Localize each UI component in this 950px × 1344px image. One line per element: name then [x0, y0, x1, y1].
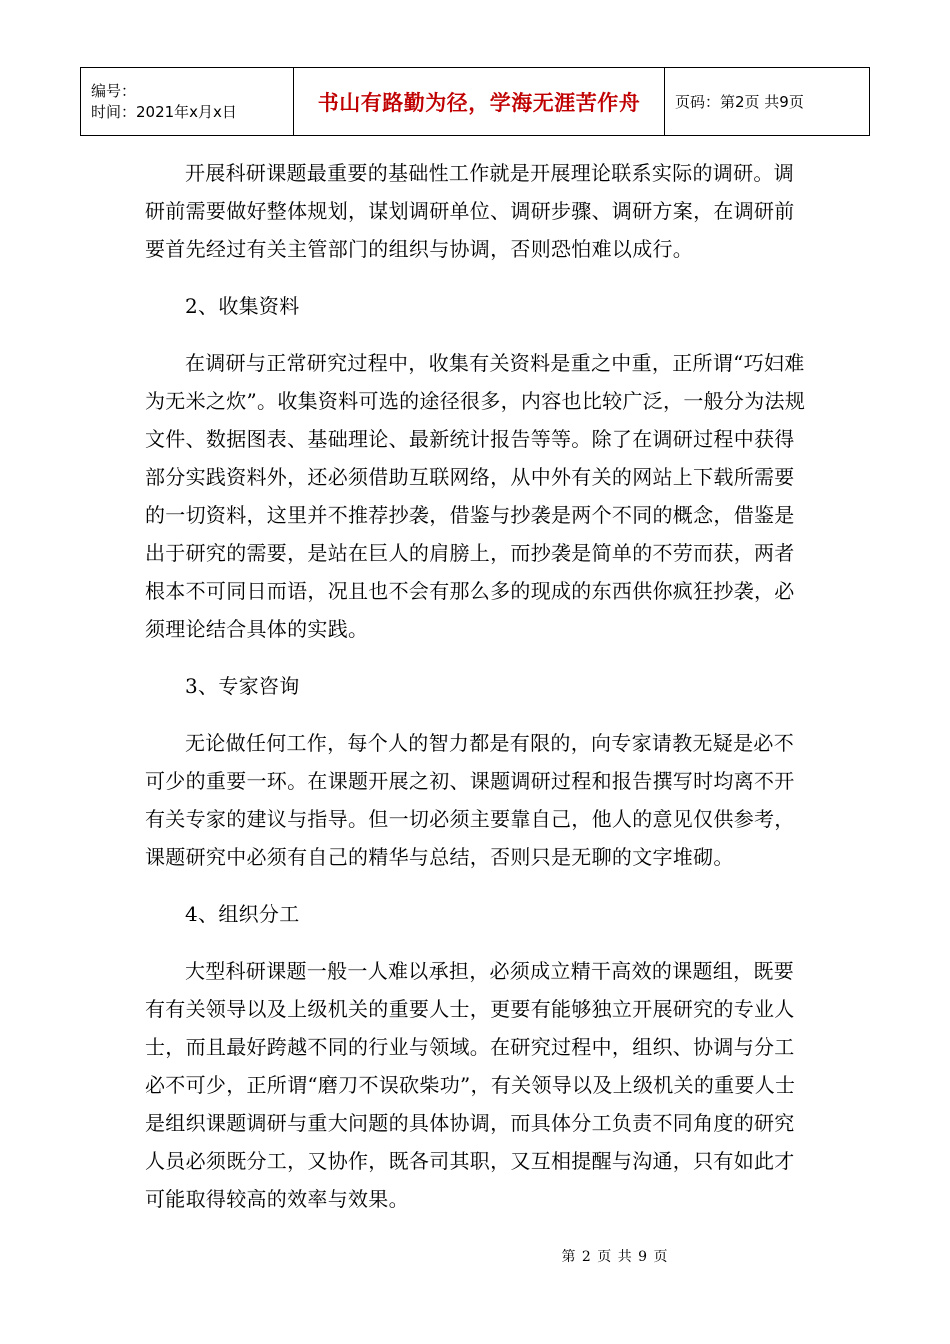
paragraph-expert: 无论做任何工作，每个人的智力都是有限的，向专家请教无疑是必不可少的重要一环。在课题开展之初、课题调研过程和报告撰写时均离不开有关专家的建议与指导。但一切必须主要靠自己，他人的意见仅供参考，课题研究中必须有自己的精华与总结，否则只是无聊的文字堆砌。 — [145, 731, 795, 869]
section-heading-collect: 2、收集资料 — [185, 294, 300, 318]
header-motto: 书山有路勤为径，学海无涯苦作舟 — [294, 68, 665, 136]
document-header — [80, 67, 870, 136]
header-meta-cell — [81, 68, 294, 136]
document-body — [145, 154, 810, 1218]
date-label: 时间：2021年x月x日 — [91, 102, 237, 121]
paragraph-survey: 开展科研课题最重要的基础性工作就是开展理论联系实际的调研。调研前需要做好整体规划，谋划调研单位、调研步骤、调研方案，在调研前要首先经过有关主管部门的组织与协调，否则恐怕难以成行。 — [145, 161, 795, 261]
section-heading-organize: 4、组织分工 — [185, 902, 300, 926]
paragraph-organize: 大型科研课题一般一人难以承担，必须成立精干高效的课题组，既要有有关领导以及上级机关的重要人士，更要有能够独立开展研究的专业人士，而且最好跨越不同的行业与领域。在研究过程中，组织、协调与分工必不可少，正所谓“磨刀不误砍柴功”，有关领导以及上级机关的重要人士是组织课题调研与重大问题的具体协调，而具体分工负责不同角度的研究人员必须既分工，又协作，既各司其职，又互相提醒与沟通，只有如此才可能取得较高的效率与效果。 — [145, 959, 796, 1211]
paragraph-collect: 在调研与正常研究过程中，收集有关资料是重之中重，正所谓“巧妇难为无米之炊”。收集资料可选的途径很多，内容也比较广泛，一般分为法规文件、数据图表、基础理论、最新统计报告等等。除了在调研过程中获得部分实践资料外，还必须借助互联网络，从中外有关的网站上下载所需要的一切资料，这里并不推荐抄袭，借鉴与抄袭是两个不同的概念，借鉴是出于研究的需要，是站在巨人的肩膀上，而抄袭是简单的不劳而获，两者根本不可同日而语，况且也不会有那么多的现成的东西供你疯狂抄袭，必须理论结合具体的实践。 — [145, 351, 806, 641]
page-footer: 第 2 页 共 9 页 — [561, 1249, 669, 1265]
section-heading-expert: 3、专家咨询 — [185, 674, 300, 698]
code-label: 编号： — [91, 81, 137, 100]
header-page-label: 页码：第2页 共9页 — [665, 68, 870, 136]
